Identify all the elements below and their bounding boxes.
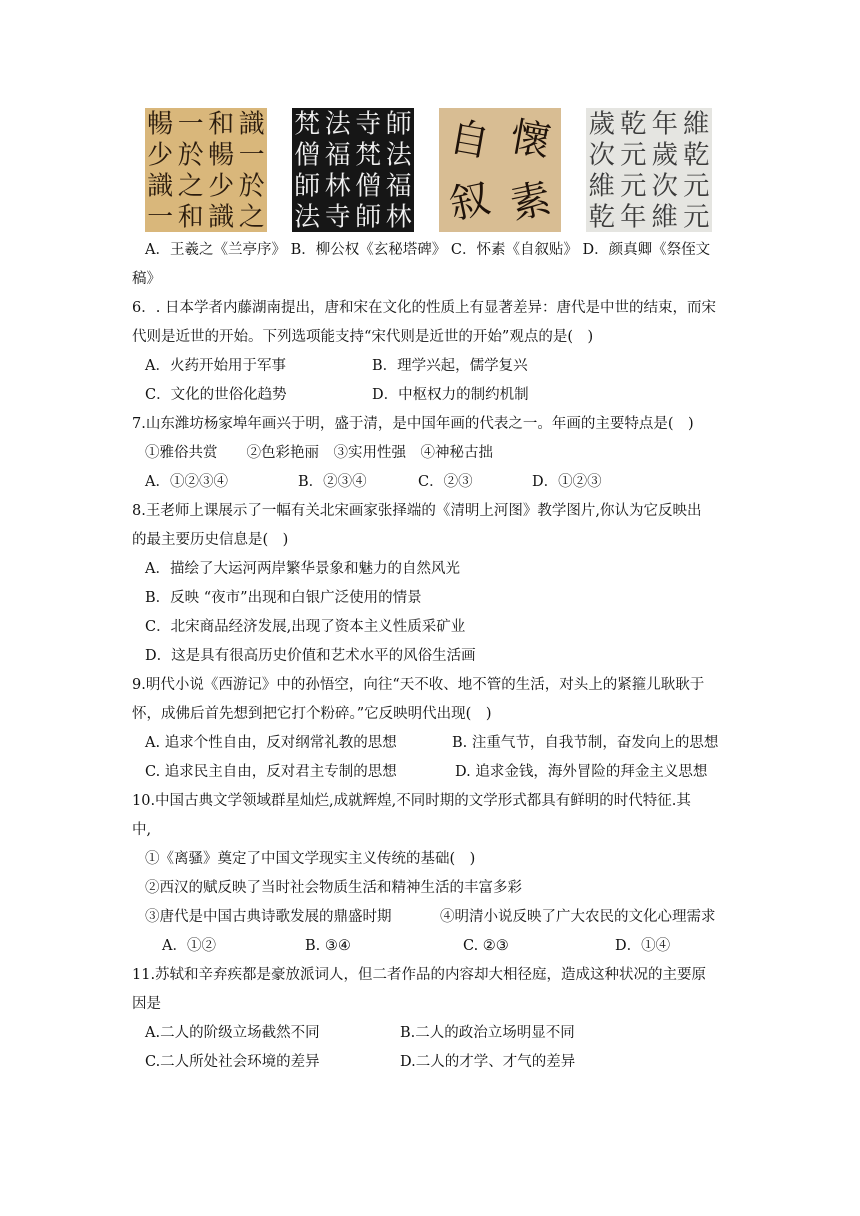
q8-option-a: A．描绘了大运河两岸繁华景象和魅力的自然风光 bbox=[145, 561, 460, 577]
svg-text:於: 於 bbox=[238, 171, 265, 202]
svg-text:識: 識 bbox=[208, 202, 235, 232]
q11-option-b: B.二人的政治立场明显不同 bbox=[400, 1025, 575, 1041]
svg-text:師: 師 bbox=[294, 171, 321, 202]
q9-option-d: D. 追求金钱，海外冒险的拜金主义思想 bbox=[455, 764, 708, 780]
q7-option-b: B．②③④ bbox=[298, 474, 367, 490]
svg-text:年: 年 bbox=[651, 109, 678, 140]
svg-text:次: 次 bbox=[651, 171, 678, 202]
q10-statement-1: ①《离骚》奠定了中国文学现实主义传统的基础( ) bbox=[145, 851, 476, 867]
lanting-calligraphy-image bbox=[145, 108, 267, 232]
svg-text:法: 法 bbox=[294, 202, 321, 232]
q11-option-c: C.二人所处社会环境的差异 bbox=[145, 1054, 320, 1070]
q6-stem-line2: 代则是近世的开始。下列选项能支持“宋代则是近世的开始”观点的是( ) bbox=[132, 329, 594, 345]
q11-option-d: D.二人的才学、才气的差异 bbox=[400, 1054, 576, 1070]
q10-statement-3: ③唐代是中国古典诗歌发展的鼎盛时期 bbox=[145, 909, 392, 925]
svg-text:乾: 乾 bbox=[683, 140, 710, 171]
svg-text:自: 自 bbox=[445, 113, 494, 167]
svg-text:年: 年 bbox=[620, 202, 647, 232]
svg-text:和: 和 bbox=[208, 109, 235, 140]
q10-option-a: A．①② bbox=[162, 938, 216, 954]
q7-option-d: D．①②③ bbox=[532, 474, 602, 490]
q9-option-c: C. 追求民主自由，反对君主专制的思想 bbox=[145, 764, 397, 780]
svg-text:法: 法 bbox=[324, 109, 351, 140]
svg-text:梵: 梵 bbox=[294, 109, 321, 140]
q8-option-c: C．北宋商品经济发展,出现了资本主义性质采矿业 bbox=[145, 619, 466, 635]
svg-text:元: 元 bbox=[683, 202, 710, 232]
q10-stem-line1: 10.中国古典文学领域群星灿烂,成就辉煌,不同时期的文学形式都具有鲜明的时代特征.其 bbox=[132, 793, 691, 809]
q5-options-line2: 稿》 bbox=[132, 271, 161, 287]
calligraphy-images-row bbox=[0, 108, 860, 234]
svg-text:次: 次 bbox=[588, 140, 615, 171]
q10-option-b: B. ③④ bbox=[305, 938, 351, 954]
svg-text:林: 林 bbox=[385, 202, 412, 232]
svg-text:之: 之 bbox=[177, 171, 204, 202]
svg-text:識: 識 bbox=[238, 109, 265, 140]
svg-text:寺: 寺 bbox=[355, 109, 382, 140]
svg-text:師: 師 bbox=[385, 109, 412, 140]
svg-text:於: 於 bbox=[177, 140, 204, 171]
svg-text:暢: 暢 bbox=[208, 140, 235, 171]
q8-stem-line2: 的最主要历史信息是( ) bbox=[132, 532, 289, 548]
q8-option-d: D．这是具有很高历史价值和艺术水平的风俗生活画 bbox=[145, 648, 476, 664]
q10-stem-line2: 中, bbox=[132, 822, 152, 838]
svg-text:暢: 暢 bbox=[147, 109, 174, 140]
q10-option-c: C. ②③ bbox=[463, 938, 509, 954]
q11-stem-line2: 因是 bbox=[132, 996, 161, 1012]
q6-option-c: C．文化的世俗化趋势 bbox=[145, 387, 287, 403]
q11-stem-line1: 11.苏轼和辛弃疾都是豪放派词人，但二者作品的内容却大相径庭，造成这种状况的主要原 bbox=[132, 967, 707, 983]
q6-stem-line1: 6．. 日本学者内藤湖南提出，唐和宋在文化的性质上有显著差异：唐代是中世的结束，而宋 bbox=[132, 300, 716, 316]
svg-text:歲: 歲 bbox=[651, 140, 678, 171]
q9-stem-line1: 9.明代小说《西游记》中的孙悟空，向往“天不收、地不管的生活，对头上的紧箍儿耿耿于 bbox=[132, 677, 705, 693]
jizhi-calligraphy-image bbox=[586, 108, 712, 232]
svg-text:法: 法 bbox=[385, 140, 412, 171]
q7-option-c: C．②③ bbox=[418, 474, 473, 490]
xuanmi-tablet-image-art bbox=[292, 108, 414, 232]
q7-items: ①雅俗共赏 ②色彩艳丽 ③实用性强 ④神秘古拙 bbox=[145, 445, 493, 461]
svg-text:一: 一 bbox=[238, 140, 265, 171]
svg-text:福: 福 bbox=[385, 171, 412, 202]
svg-text:維: 維 bbox=[683, 109, 710, 140]
svg-text:之: 之 bbox=[238, 202, 265, 232]
q7-option-a: A．①②③④ bbox=[145, 474, 228, 490]
svg-text:歲: 歲 bbox=[588, 109, 615, 140]
svg-text:少: 少 bbox=[208, 171, 235, 202]
svg-text:乾: 乾 bbox=[588, 202, 615, 232]
svg-text:一: 一 bbox=[147, 202, 174, 232]
q8-stem-line1: 8.王老师上课展示了一幅有关北宋画家张择端的《清明上河图》教学图片,你认为它反映出 bbox=[132, 503, 702, 519]
jizhi-calligraphy-image-art bbox=[586, 108, 712, 232]
svg-text:懷: 懷 bbox=[506, 113, 555, 167]
q9-stem-line2: 怀，成佛后首先想到把它打个粉碎。”它反映明代出现( ) bbox=[132, 706, 492, 722]
xuanmi-tablet-image bbox=[292, 108, 414, 232]
svg-text:維: 維 bbox=[588, 171, 615, 202]
q6-option-b: B．理学兴起，儒学复兴 bbox=[372, 358, 528, 374]
q5-options-line1: A．王羲之《兰亭序》 B．柳公权《玄秘塔碑》 C．怀素《自叙贴》 D．颜真卿《祭侄文 bbox=[145, 242, 711, 258]
q10-statement-2: ②西汉的赋反映了当时社会物质生活和精神生活的丰富多彩 bbox=[145, 880, 522, 896]
q8-option-b: B．反映 “夜市”出现和白银广泛使用的情景 bbox=[145, 590, 422, 606]
svg-text:素: 素 bbox=[506, 175, 556, 229]
svg-text:叙: 叙 bbox=[445, 175, 495, 229]
lanting-calligraphy-image-art bbox=[145, 108, 267, 232]
zixu-calligraphy-image bbox=[439, 108, 561, 232]
svg-text:少: 少 bbox=[147, 140, 174, 171]
svg-text:僧: 僧 bbox=[294, 140, 321, 171]
q10-statement-4: ④明清小说反映了广大农民的文化心理需求 bbox=[440, 909, 716, 925]
q10-option-d: D．①④ bbox=[615, 938, 671, 954]
svg-text:和: 和 bbox=[177, 202, 204, 232]
svg-text:僧: 僧 bbox=[355, 171, 382, 202]
zixu-calligraphy-image-art bbox=[439, 108, 561, 232]
svg-text:林: 林 bbox=[324, 171, 351, 202]
svg-text:識: 識 bbox=[147, 171, 174, 202]
svg-text:元: 元 bbox=[620, 140, 647, 171]
q11-option-a: A.二人的阶级立场截然不同 bbox=[145, 1025, 320, 1041]
q9-option-b: B. 注重气节，自我节制，奋发向上的思想 bbox=[452, 735, 719, 751]
svg-text:寺: 寺 bbox=[324, 202, 351, 232]
q6-option-a: A．火药开始用于军事 bbox=[145, 358, 286, 374]
svg-text:福: 福 bbox=[324, 140, 351, 171]
q6-option-d: D．中枢权力的制约机制 bbox=[372, 387, 529, 403]
svg-text:乾: 乾 bbox=[620, 109, 647, 140]
q9-option-a: A. 追求个性自由，反对纲常礼教的思想 bbox=[145, 735, 397, 751]
svg-text:元: 元 bbox=[620, 171, 647, 202]
svg-text:梵: 梵 bbox=[355, 140, 382, 171]
q7-stem: 7.山东潍坊杨家埠年画兴于明，盛于清，是中国年画的代表之一。年画的主要特点是( ) bbox=[132, 416, 694, 432]
svg-text:一: 一 bbox=[177, 109, 204, 140]
svg-text:師: 師 bbox=[355, 202, 382, 232]
svg-text:維: 維 bbox=[651, 202, 678, 232]
svg-text:元: 元 bbox=[683, 171, 710, 202]
